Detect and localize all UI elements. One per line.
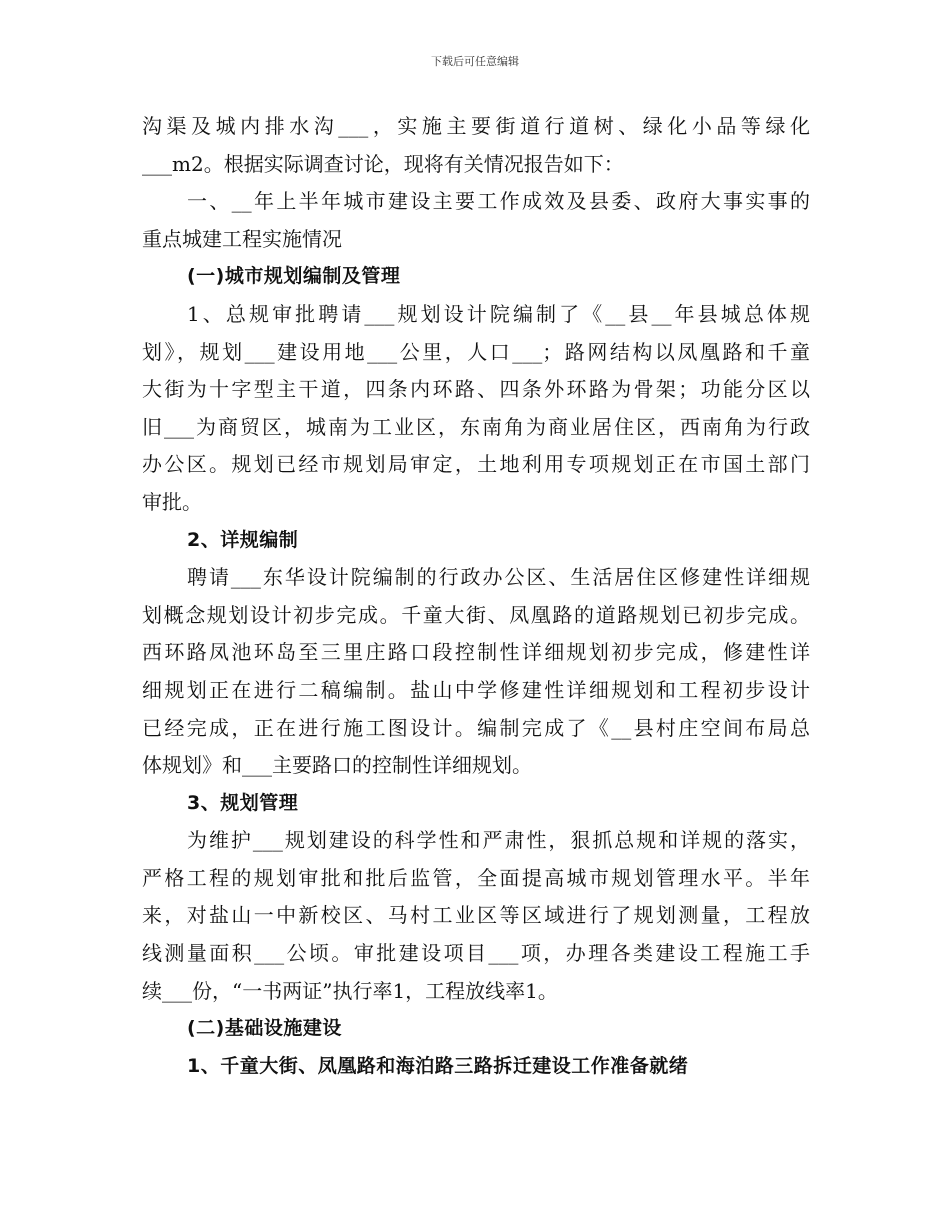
- paragraph-line: 严格工程的规划审批和批后监管，全面提高城市规划管理水平。半年: [142, 865, 810, 890]
- paragraph-line: 大街为十字型主干道，四条内环路、四条外环路为骨架；功能分区以: [142, 377, 810, 402]
- paragraph-line: 体规划》和___主要路口的控制性详细规划。: [142, 753, 532, 778]
- paragraph-line: 为维护___规划建设的科学性和严肃性，狠抓总规和详规的落实，: [187, 828, 810, 853]
- paragraph-line: 续___份，“一书两证”执行率1，工程放线率1。: [142, 978, 558, 1003]
- section-heading: 3、规划管理: [187, 791, 299, 814]
- paragraph-line: 办公区。规划已经市规划局审定，土地利用专项规划正在市国土部门: [142, 452, 810, 477]
- section-heading: (一)城市规划编制及管理: [187, 265, 401, 288]
- paragraph-line: 划》，规划___建设用地___公里，人口___；路网结构以凤凰路和千童: [142, 339, 810, 364]
- paragraph-line: 线测量面积___公顷。审批建设项目___项，办理各类建设工程施工手: [142, 941, 810, 966]
- paragraph-line: 旧___为商贸区，城南为工业区，东南角为商业居住区，西南角为行政: [142, 414, 810, 439]
- paragraph-line: 聘请___东华设计院编制的行政办公区、生活居住区修建性详细规: [187, 565, 810, 590]
- section-heading: (二)基础设施建设: [187, 1017, 342, 1040]
- paragraph-line: 来，对盐山一中新校区、马村工业区等区域进行了规划测量，工程放: [142, 903, 810, 928]
- paragraph-line: 一、__年上半年城市建设主要工作成效及县委、政府大事实事的: [187, 189, 810, 214]
- paragraph-line: 细规划正在进行二稿编制。盐山中学修建性详细规划和工程初步设计: [142, 677, 810, 702]
- document-body: [142, 108, 810, 1085]
- page-header-note: 下载后可任意编辑: [431, 55, 519, 68]
- paragraph-line: ___m2。根据实际调查讨论，现将有关情况报告如下：: [142, 151, 624, 176]
- paragraph-line: 沟渠及城内排水沟___，实施主要街道行道树、绿化小品等绿化: [142, 114, 810, 138]
- paragraph-line: 已经完成，正在进行施工图设计。编制完成了《__县村庄空间布局总: [142, 715, 810, 740]
- paragraph-line: 审批。: [142, 489, 202, 514]
- paragraph-line: 1、总规审批聘请___规划设计院编制了《__县__年县城总体规: [187, 301, 810, 326]
- paragraph-line: 西环路凤池环岛至三里庄路口段控制性详细规划初步完成，修建性详: [142, 640, 810, 665]
- section-heading: 2、详规编制: [187, 528, 299, 551]
- section-heading: 1、千童大街、凤凰路和海泊路三路拆迁建设工作准备就绪: [187, 1054, 689, 1077]
- paragraph-line: 重点城建工程实施情况: [142, 226, 342, 251]
- paragraph-line: 划概念规划设计初步完成。千童大街、凤凰路的道路规划已初步完成。: [142, 602, 810, 627]
